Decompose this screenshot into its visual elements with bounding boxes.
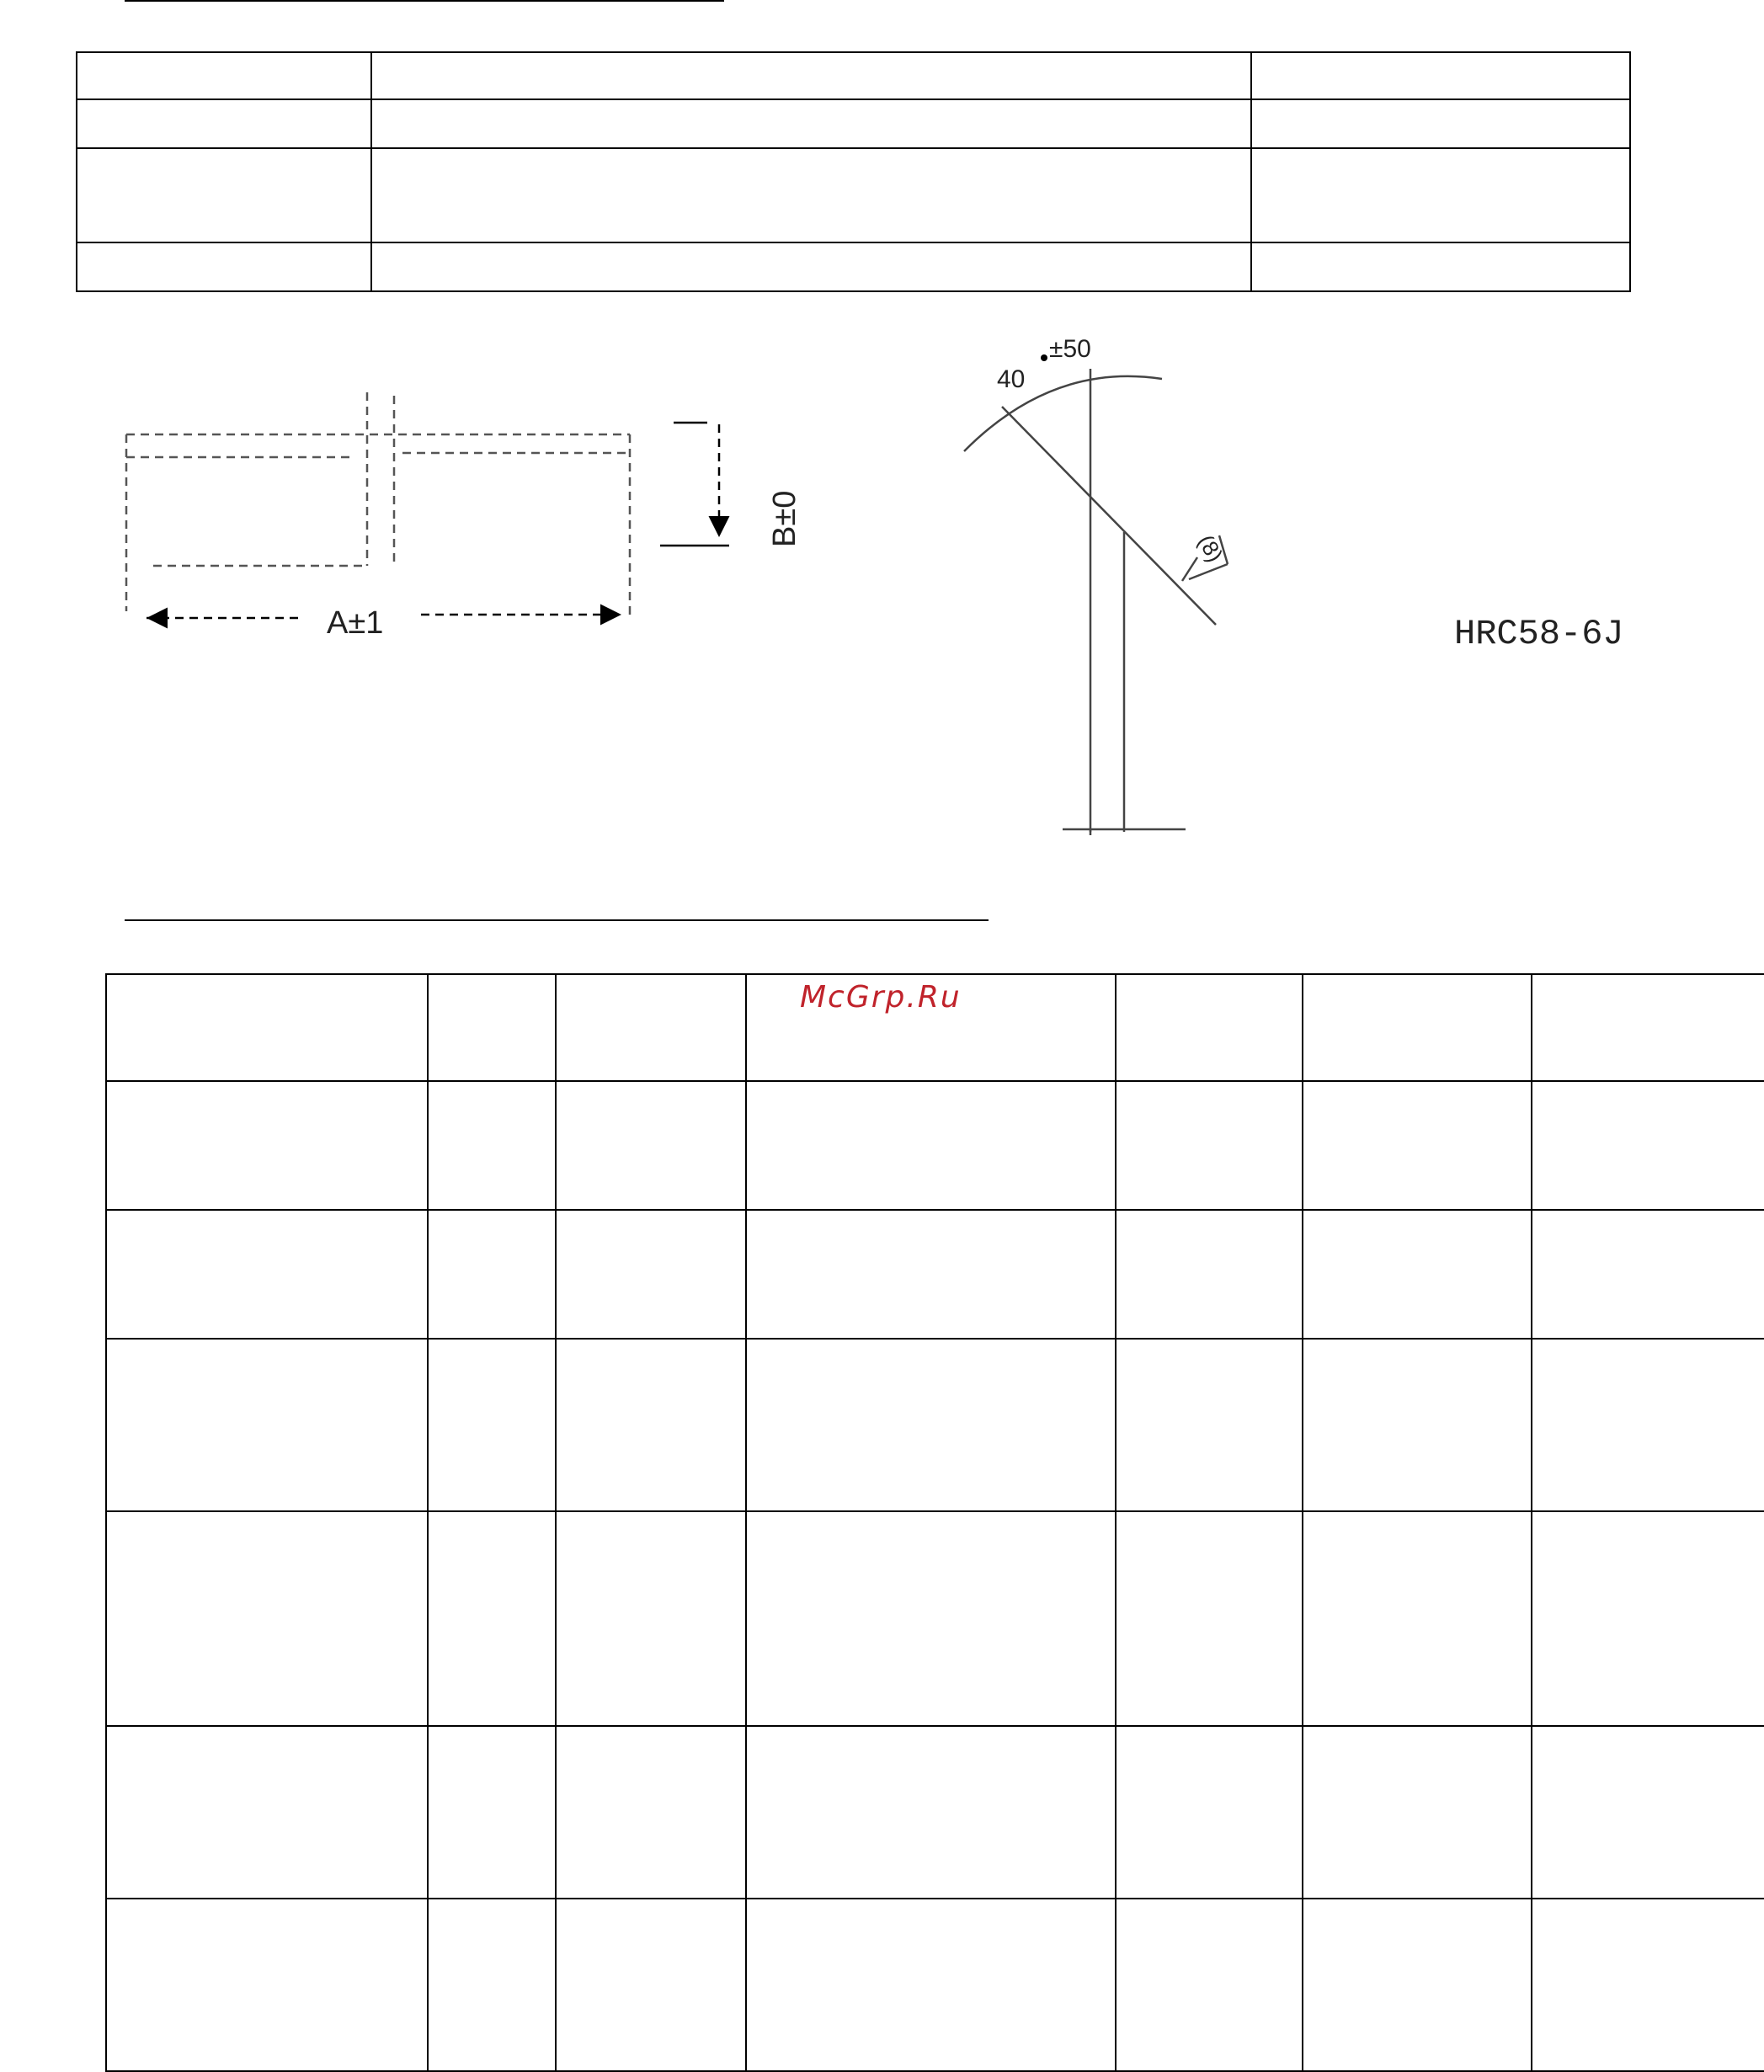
dimension-a (147, 615, 621, 618)
technical-drawing (0, 312, 1764, 859)
table-row (106, 1899, 1764, 2071)
hardness-spec: HRC58-6J (1454, 614, 1624, 654)
table-row (106, 1511, 1764, 1726)
table-row (77, 52, 1630, 99)
table-row (106, 1210, 1764, 1339)
table-row (77, 99, 1630, 148)
angle-label-40: 40 (997, 365, 1026, 393)
table-row (106, 1339, 1764, 1511)
angle-label-50: ±50 (1049, 335, 1091, 363)
table-row (106, 1726, 1764, 1899)
blade-outline (126, 392, 630, 616)
roughness-label: (8) (1192, 530, 1228, 567)
table-row (77, 148, 1630, 242)
dimension-a-label: A±1 (327, 605, 384, 641)
table-row (106, 1081, 1764, 1210)
watermark: McGrp.Ru (800, 980, 962, 1015)
bullet-dot (1041, 354, 1047, 361)
table-row (77, 242, 1630, 291)
heading-underline-middle (125, 919, 989, 921)
dimension-b-label: B±0 (767, 490, 802, 547)
blade-section (964, 369, 1228, 835)
dimension-b (660, 423, 729, 546)
spec-table-bottom (105, 973, 1764, 2072)
heading-underline-top (125, 0, 724, 2)
spec-table-top (76, 51, 1631, 292)
